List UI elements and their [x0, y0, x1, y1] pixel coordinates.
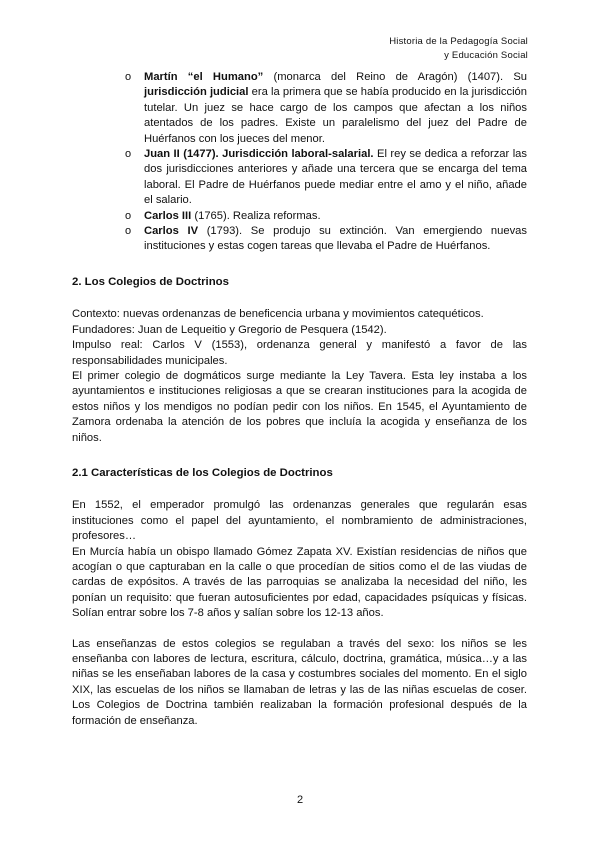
bullet-text: (monarca del Reino de Aragón) (1407). Su [263, 71, 527, 83]
bullet-text: era la primera que se había producido en la jurisdicción tutelar. Un juez se hace cargo de los campos que afectan a los niños atentados de los padres. Existe un paralelismo del juez del Padre de Huérfanos con los jueces del menor. [144, 86, 527, 145]
paragraph: El primer colegio de dogmáticos surge mediante la Ley Tavera. Esta ley instaba a los ayuntamientos e instituciones religiosas a que se crearan instituciones para la acogida de estos niños y los mendigos no podían pedir con los niños. En 1545, el Ayuntamiento de Zamora ordenaba la atención de los pobres que incluía la acogida y enseñanza de los niños. [72, 369, 527, 444]
paragraph: En 1552, el emperador promulgó las ordenanzas generales que regularán esas instituciones como el papel del ayuntamiento, el nombramiento de administraciones, profesores… [72, 499, 527, 543]
section-heading: 2. Los Colegios de Doctrinos [72, 275, 229, 288]
page-number: 2 [296, 794, 304, 806]
header-line-2: y Educación Social [444, 50, 528, 61]
paragraph: Fundadores: Juan de Lequeitio y Gregorio de Pesquera (1542). [72, 323, 387, 336]
paragraph: Las enseñanzas de estos colegios se regulaban a través del sexo: los niños se les enseñanba con labores de lectura, escritura, cálculo, doctrina, gramática, música…y a las niñas se les enseñaban labores de la casa y costumbres sociales del momento. En el siglo XIX, las escuelas de los niños se llamaban de letras y las de las niñas escuelas de coser. Los Colegios de Doctrina también realizaban la formación profesional después de la formación de enseñanza. [72, 637, 527, 727]
bullet-item [72, 224, 527, 255]
bullet-circle-icon: o [125, 225, 132, 238]
paragraph: Contexto: nuevas ordenanzas de beneficencia urbana y movimientos catequéticos. [72, 308, 484, 321]
bullet-text: (1765). Realiza reformas. [191, 209, 321, 222]
bullet-list [72, 70, 527, 255]
bullet-item [72, 70, 527, 147]
paragraph: En Murcía había un obispo llamado Gómez Zapata XV. Existían residencias de niños que acogían o que capturaban en la calle o que procedían de sitios como el de las viudas de cardas de expósitos. A través de las parroquias se analizaba la necesidad del niño, les ponían un requisito: que fueran autosuficientes por edad, capacidades psíquicas y físicas. Solían entrar sobre los 7-8 años y salían sobre los 12-13 años. [72, 545, 527, 620]
bullet-bold-text: Martín “el Humano” [144, 71, 264, 83]
bullet-item [72, 147, 527, 209]
running-header [389, 35, 528, 63]
bullet-circle-icon: o [125, 148, 132, 161]
document-body [72, 70, 527, 729]
bullet-bold-text: jurisdicción judicial [144, 86, 249, 99]
bullet-bold-text: Carlos III [144, 209, 192, 222]
bullet-item [72, 209, 527, 224]
paragraph: Impulso real: Carlos V (1553), ordenanza general y manifestó a favor de las responsabilidades municipales. [72, 339, 527, 367]
bullet-bold-text: Juan II (1477). Jurisdicción laboral-salarial. [144, 148, 374, 161]
bullet-text: (1793). Se produjo su extinción. Van emergiendo nuevas instituciones y estas cogen tareas que llevaba el Padre de Huérfanos. [144, 225, 527, 253]
header-line-1: Historia de la Pedagogía Social [389, 36, 528, 47]
bullet-circle-icon: o [125, 71, 132, 83]
bullet-circle-icon: o [125, 209, 132, 222]
bullet-bold-text: Carlos IV [144, 225, 199, 238]
bullet-text: El rey se dedica a reforzar las dos jurisdicciones anteriores y añade una tercera que se encarga del tema laboral. El Padre de Huérfanos puede mediar entre el amo y el niño, añade el salario. [144, 148, 527, 207]
subsection-heading: 2.1 Características de los Colegios de Doctrinos [72, 466, 333, 479]
